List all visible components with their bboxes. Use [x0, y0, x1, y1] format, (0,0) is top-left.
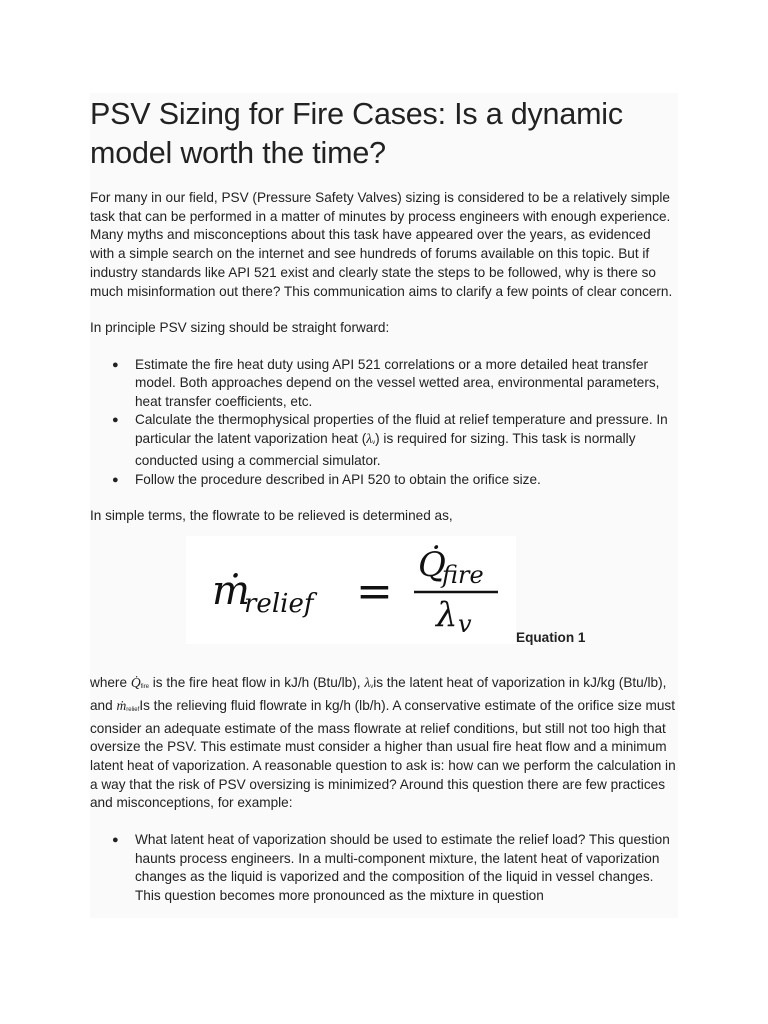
article — [90, 93, 678, 905]
equation-label: Equation 1 — [516, 630, 586, 646]
list-item-text-after: ) is required for sizing. This task is normally conducted using a commercial simulator. — [135, 430, 636, 469]
simple-terms-paragraph: In simple terms, the flowrate to be relieved is determined as, — [90, 508, 453, 524]
intro-paragraph: For many in our field, PSV (Pressure Safety Valves) sizing is considered to be a relatively simple task that can be performed in a matter of minutes by process engineers with enough experience. Many myths and misconceptions about this task have appeared over the years, as evidenced with a simple search on the internet and see hundreds of forums available on this topic. But if industry standards like API 521 exist and clearly state the steps to be followed, why is there so much misinformation out there? This communication aims to clarify a few points of clear concern. — [90, 190, 673, 299]
lambda-symbol: λ — [366, 430, 373, 446]
where-text-1: where — [90, 675, 131, 691]
list-item — [112, 471, 676, 490]
equation-image — [186, 536, 516, 644]
list-item-text: Estimate the fire heat duty using API 521 correlations or a more detailed heat transfer model. Both approaches depend on the vessel wetted area, environmental parameters, heat transfer coefficients, etc. — [135, 356, 660, 409]
questions-list — [90, 831, 676, 905]
equation-denominator-subscript: v — [458, 610, 472, 639]
equation-lhs: ṁ — [212, 568, 250, 615]
principle-paragraph: In principle PSV sizing should be straight forward: — [90, 320, 390, 336]
equation-denominator: λ — [436, 595, 458, 636]
where-text-4: Is the relieving fluid flowrate in kg/h (lb/h). A conservative estimate of the orifice size must consider an adequate estimate of the mass flowrate at relief conditions, but still not too high that oversize the PSV. This estimate must consider a higher than usual fire heat flow and a minimum latent heat of vaporization. A reasonable question to ask is: how can we perform the calculation in a way that the risk of PSV oversizing is minimized? Around this question there are few practices and misconceptions, for example: — [90, 697, 676, 811]
equation-numerator: Q̇ — [418, 545, 446, 586]
equation-equals: = — [356, 566, 393, 618]
bullet-icon: ● — [112, 414, 119, 427]
equation-numerator-subscript: fire — [442, 561, 484, 590]
list-item — [112, 411, 676, 471]
list-item-text-before: Calculate the thermophysical properties of the fluid at relief temperature and pressure. In particular the latent vaporization heat ( — [135, 412, 668, 446]
m-relief-subscript: relief — [126, 706, 140, 713]
equation-lhs-subscript: relief — [244, 589, 314, 620]
list-item-text: Follow the procedure described in API 520 to obtain the orifice size. — [135, 471, 541, 487]
lambda-v-symbol: λ — [364, 675, 371, 691]
document-page — [90, 93, 678, 918]
list-item — [112, 356, 676, 412]
where-paragraph — [90, 674, 676, 813]
page-title: PSV Sizing for Fire Cases: Is a dynamic model worth the time? — [90, 97, 623, 170]
list-item — [112, 831, 676, 905]
lambda-v-subscript: v — [370, 684, 374, 691]
list-item-text: What latent heat of vaporization should be used to estimate the relief load? This question haunts process engineers. In a multi-component mixture, the latent heat of vaporization changes as the liquid is vaporized and the composition of the liquid in vessel changes. This question becomes more pronounced as the mixture in question — [135, 832, 670, 903]
q-fire-symbol: Q̇ — [130, 675, 141, 691]
where-text-3: is the latent heat of vaporization in kJ/kg (Btu/lb), and — [90, 675, 667, 713]
lambda-subscript: v — [372, 439, 376, 446]
q-fire-subscript: fire — [140, 684, 149, 691]
bullet-icon: ● — [112, 473, 119, 486]
bullet-icon: ● — [112, 358, 119, 371]
m-relief-symbol: ṁ — [116, 697, 127, 713]
equation-row — [90, 536, 676, 654]
steps-list — [90, 356, 676, 490]
bullet-icon: ● — [112, 834, 119, 847]
where-text-2: is the fire heat flow in kJ/h (Btu/lb), — [148, 675, 365, 691]
